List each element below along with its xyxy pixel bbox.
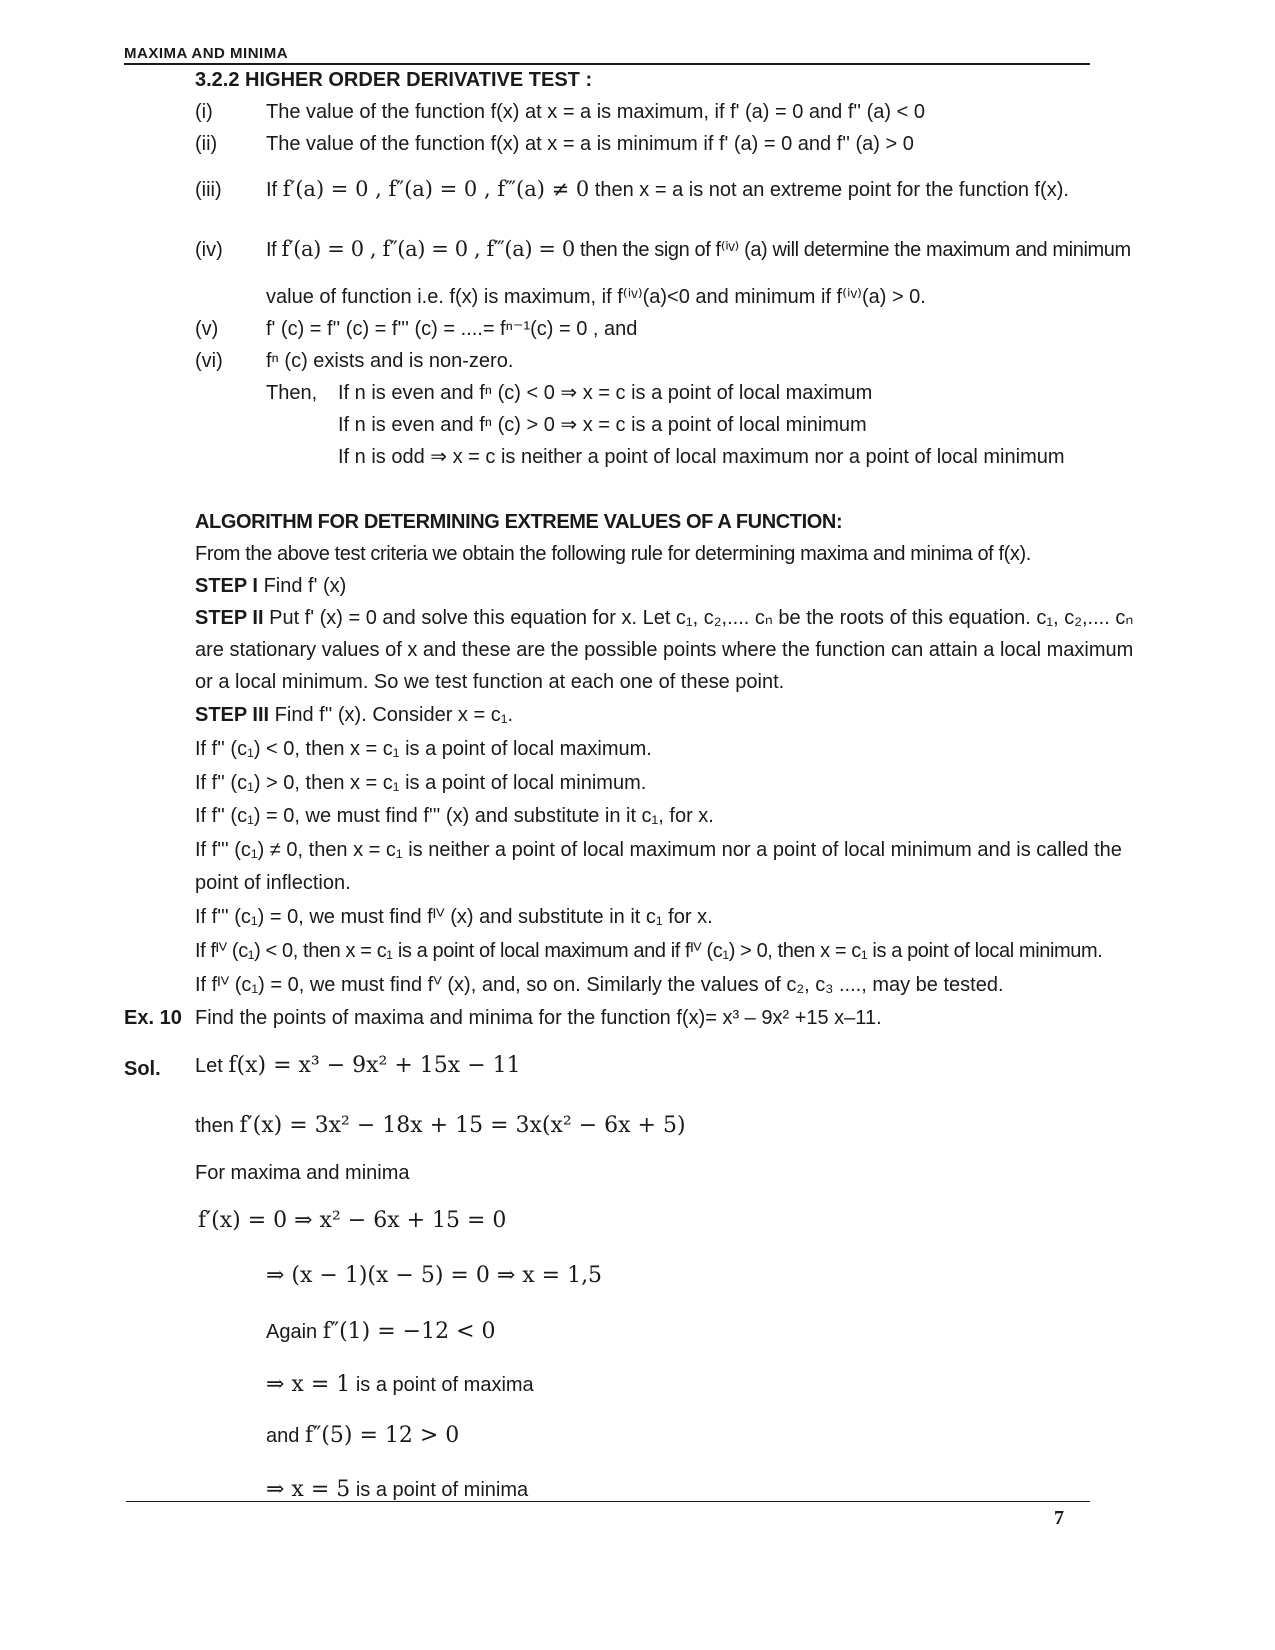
maxima-conclusion bbox=[266, 1372, 534, 1397]
test-num-v: (v) bbox=[195, 318, 219, 340]
algorithm-line: If f'' (c₁) < 0, then x = c₁ is a point of local maximum. bbox=[195, 738, 652, 760]
step-3-label: STEP III bbox=[195, 704, 270, 726]
test-text-iii: then x = a is not an extreme point for the function f(x). bbox=[594, 179, 1069, 201]
algorithm-line: If f''' (c₁) = 0, we must find fᴵⱽ (x) and substitute in it c₁ for x. bbox=[195, 906, 713, 928]
test-line-iv bbox=[266, 237, 1131, 262]
test-text-v: f' (c) = f'' (c) = f''' (c) = ....= fⁿ⁻¹(c) = 0 , and bbox=[266, 318, 638, 340]
solution-label: Sol. bbox=[124, 1058, 161, 1080]
test-text-ii: The value of the function f(x) at x = a is minimum if f' (a) = 0 and f'' (a) > 0 bbox=[266, 133, 914, 155]
test-num-ii: (ii) bbox=[195, 133, 218, 155]
section-title: 3.2.2 HIGHER ORDER DERIVATIVE TEST : bbox=[195, 69, 593, 91]
header-rule bbox=[124, 63, 1090, 65]
f2-at-5: f″(5) = 12 > 0 bbox=[304, 1423, 460, 1448]
step-2 bbox=[195, 607, 1133, 630]
test-num-iv: (iv) bbox=[195, 239, 223, 261]
step-1-text: Find f' (x) bbox=[263, 575, 347, 597]
test-text-vi: fⁿ (c) exists and is non-zero. bbox=[266, 350, 514, 372]
algorithm-line: If f'' (c₁) = 0, we must find f''' (x) and substitute in it c₁, for x. bbox=[195, 805, 714, 827]
derivative-equation: f′(x) = 3x² − 18x + 15 = 3x(x² − 6x + 5) bbox=[239, 1113, 686, 1138]
algorithm-line: If fᴵⱽ (c₁) = 0, we must find fⱽ (x), and, so on. Similarly the values of c₂, c₃ ...., may be tested. bbox=[195, 974, 1004, 996]
test-text-iv: then the sign of f⁽ⁱᵛ⁾ (a) will determine the maximum and minimum bbox=[580, 239, 1131, 261]
solution-let bbox=[195, 1053, 521, 1078]
step-1 bbox=[195, 575, 346, 598]
test-lead-iii: If bbox=[266, 179, 278, 201]
let-word: Let bbox=[195, 1055, 223, 1077]
maxima-text: is a point of maxima bbox=[355, 1374, 534, 1396]
step-2-label: STEP II bbox=[195, 607, 264, 629]
then-line-even-negative: If n is even and fⁿ (c) < 0 ⇒ x = c is a point of local maximum bbox=[338, 382, 873, 404]
and-word: and bbox=[266, 1425, 300, 1447]
test-num-vi: (vi) bbox=[195, 350, 223, 372]
algorithm-line: If f''' (c₁) ≠ 0, then x = c₁ is neither a point of local maximum nor a point of local minimum and is called the bbox=[195, 839, 1122, 861]
second-derivative-at-1 bbox=[266, 1319, 496, 1344]
for-maxima-minima: For maxima and minima bbox=[195, 1162, 410, 1184]
example-label: Ex. 10 bbox=[124, 1007, 182, 1029]
then-line-odd: If n is odd ⇒ x = c is neither a point of local maximum nor a point of local minimum bbox=[338, 446, 1065, 468]
footer-rule bbox=[126, 1501, 1090, 1502]
then-line-even-positive: If n is even and fⁿ (c) > 0 ⇒ x = c is a point of local minimum bbox=[338, 414, 867, 436]
test-text-i: The value of the function f(x) at x = a is maximum, if f' (a) = 0 and f'' (a) < 0 bbox=[266, 101, 925, 123]
second-derivative-at-5 bbox=[266, 1423, 459, 1448]
then-label: Then, bbox=[266, 382, 318, 404]
again-word: Again bbox=[266, 1321, 318, 1343]
let-equation: f(x) = x³ − 9x² + 15x − 11 bbox=[228, 1053, 521, 1078]
then-word: then bbox=[195, 1115, 234, 1137]
maxima-point: ⇒ x = 1 bbox=[266, 1372, 351, 1397]
step-2-cont-2: or a local minimum. So we test function at each one of these point. bbox=[195, 671, 785, 693]
critical-equation: f′(x) = 0 ⇒ x² − 6x + 15 = 0 bbox=[198, 1208, 507, 1233]
f2-at-1: f″(1) = −12 < 0 bbox=[322, 1319, 496, 1344]
example-text: Find the points of maxima and minima for the function f(x)= x³ – 9x² +15 x–11. bbox=[195, 1007, 882, 1029]
step-1-label: STEP I bbox=[195, 575, 258, 597]
test-cont-iv: value of function i.e. f(x) is maximum, if f⁽ⁱᵛ⁾(a)<0 and minimum if f⁽ⁱᵛ⁾(a) > 0. bbox=[266, 286, 926, 308]
running-header: MAXIMA AND MINIMA bbox=[124, 45, 289, 62]
algorithm-line: If fᴵⱽ (c₁) < 0, then x = c₁ is a point of local maximum and if fᴵⱽ (c₁) > 0, then x = c₁ is a point of local minimum. bbox=[195, 940, 1103, 962]
algorithm-line: If f'' (c₁) > 0, then x = c₁ is a point of local minimum. bbox=[195, 772, 647, 794]
test-num-i: (i) bbox=[195, 101, 213, 123]
minima-conclusion bbox=[266, 1477, 528, 1502]
test-lead-iv: If bbox=[266, 239, 277, 261]
test-num-iii: (iii) bbox=[195, 179, 222, 201]
algorithm-title: ALGORITHM FOR DETERMINING EXTREME VALUES OF A FUNCTION: bbox=[195, 511, 843, 533]
minima-text: is a point of minima bbox=[355, 1479, 529, 1501]
step-3 bbox=[195, 704, 513, 727]
test-math-iv: f′(a) = 0 , f″(a) = 0 , f‴(a) = 0 bbox=[281, 237, 575, 261]
algorithm-line: point of inflection. bbox=[195, 872, 351, 894]
minima-point: ⇒ x = 5 bbox=[266, 1477, 351, 1502]
test-math-iii: f′(a) = 0 , f″(a) = 0 , f‴(a) ≠ 0 bbox=[282, 177, 590, 201]
test-line-iii bbox=[266, 177, 1069, 202]
roots-equation: ⇒ (x − 1)(x − 5) = 0 ⇒ x = 1,5 bbox=[266, 1263, 603, 1288]
algorithm-intro: From the above test criteria we obtain the following rule for determining maxima and minima of f(x). bbox=[195, 543, 1031, 565]
page-number: 7 bbox=[1054, 1507, 1064, 1529]
step-3-text: Find f'' (x). Consider x = c₁. bbox=[274, 704, 514, 726]
solution-then bbox=[195, 1113, 686, 1138]
step-2-cont-1: are stationary values of x and these are the possible points where the function can attain a local maximum bbox=[195, 639, 1134, 661]
step-2-text: Put f' (x) = 0 and solve this equation for x. Let c₁, c₂,.... cₙ be the roots of this equation. c₁, c₂,.... cₙ bbox=[269, 607, 1134, 629]
